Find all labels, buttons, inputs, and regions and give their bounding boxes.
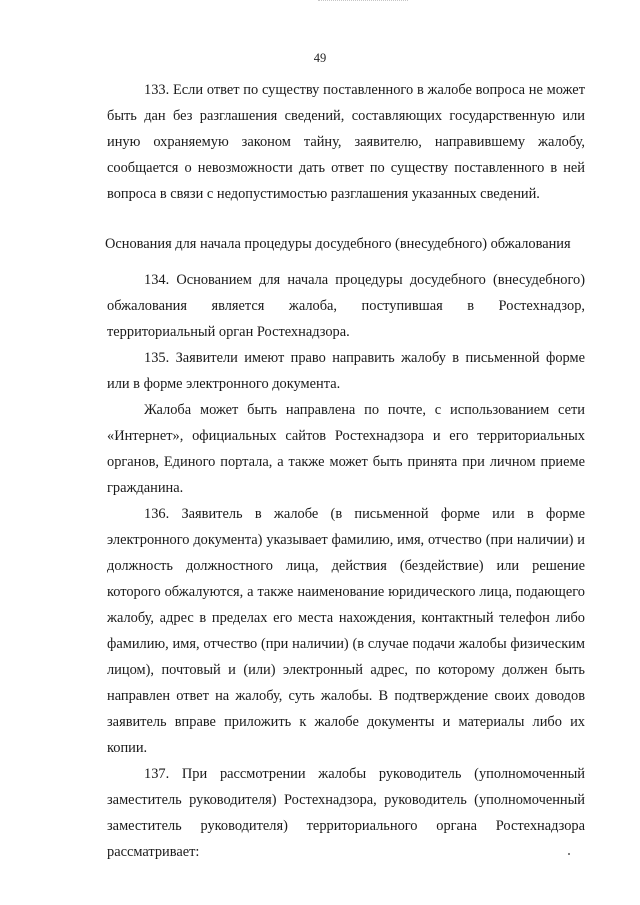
paragraph-135: 135. Заявители имеют право направить жалобу в письменной форме или в форме электронного документа. xyxy=(107,350,585,392)
paragraph-134: 134. Основанием для начала процедуры досудебного (внесудебного) обжалования является жалоба, поступившая в Ростехнадзор, территориальный орган Ростехнадзора. xyxy=(107,272,585,340)
paragraph-complaint-channels: Жалоба может быть направлена по почте, с использованием сети «Интернет», официальных сайтов Ростехнадзора и его территориальных органов, Единого портала, а также может быть принята при личном приеме гражданина. xyxy=(107,402,585,496)
section-heading: Основания для начала процедуры досудебного (внесудебного) обжалования xyxy=(105,236,571,252)
paragraph-133: 133. Если ответ по существу поставленного в жалобе вопроса не может быть дан без разглашения сведений, составляющих государственную или иную охраняемую законом тайну, заявителю, направившему жалобу, сообщается о невозможности дать ответ по существу поставленного в ней вопроса в связи с недопустимостью разглашения указанных сведений. xyxy=(107,82,585,202)
scan-artifact xyxy=(318,0,408,7)
scan-speck xyxy=(568,853,570,855)
paragraph-136: 136. Заявитель в жалобе (в письменной форме или в форме электронного документа) указывает фамилию, имя, отчество (при наличии) и должность должностного лица, действия (бездействие) или решение которого обжалуются, а также наименование юридического лица, подающего жалобу, адрес в пределах его места нахождения, контактный телефон либо фамилию, имя, отчество (при наличии) (в случае подачи жалобы физическим лицом), почтовый и (или) электронный адрес, по которому должен быть направлен ответ на жалобу, суть жалобы. В подтверждение своих доводов заявитель вправе приложить к жалобе документы и материалы либо их копии. xyxy=(107,506,585,756)
paragraph-137: 137. При рассмотрении жалобы руководитель (уполномоченный заместитель руководителя) Ростехнадзора, руководитель (уполномоченный заместитель руководителя) территориального органа Ростехнадзора рассматривает: xyxy=(107,766,585,860)
document-body xyxy=(107,77,585,865)
page-number: 49 xyxy=(313,51,327,65)
